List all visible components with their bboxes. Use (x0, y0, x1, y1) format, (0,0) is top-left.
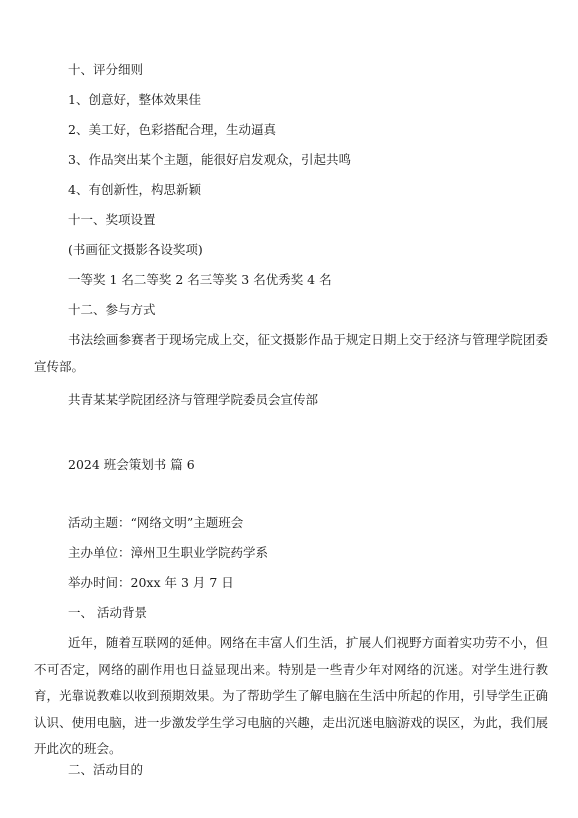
scoring-item-1: 1、创意好，整体效果佳 (68, 92, 201, 107)
section-heading-background: 一、 活动背景 (68, 605, 147, 620)
organizer-signature: 共青某某学院团经济与管理学院委员会宣传部 (68, 392, 319, 407)
scoring-item-2: 2、美工好，色彩搭配合理，生动逼真 (68, 122, 276, 137)
section-heading-purpose: 二、活动目的 (68, 762, 144, 777)
activity-theme: 活动主题：“网络文明”主题班会 (68, 515, 244, 530)
section-heading-scoring: 十、评分细则 (68, 62, 144, 77)
awards-list: 一等奖 1 名二等奖 2 名三等奖 3 名优秀奖 4 名 (68, 272, 332, 287)
scoring-item-4: 4、有创新性，构思新颖 (68, 182, 201, 197)
plan-title: 2024 班会策划书 篇 6 (68, 457, 195, 472)
section-heading-participation: 十二、参与方式 (68, 302, 156, 317)
participation-paragraph: 书法绘画参赛者于现场完成上交，征文摄影作品于规定日期上交于经济与管理学院团委宣传部。 (34, 332, 548, 374)
background-paragraph: 近年，随着互联网的延伸。网络在丰富人们生活，扩展人们视野方面着实功劳不小，但不可否定，网络的副作用也日益显现出来。特别是一些青少年对网络的沉迷。对学生进行教育，光靠说教难以收到预期效果。为了帮助学生了解电脑在生活中所起的作用，引导学生正确认识、使用电脑，进一步激发学生学习电脑的兴趣，走出沉迷电脑游戏的误区，为此，我们展开此次的班会。 (34, 635, 548, 757)
scoring-item-3: 3、作品突出某个主题，能很好启发观众，引起共鸣 (68, 152, 351, 167)
section-heading-awards: 十一、奖项设置 (68, 212, 156, 227)
event-date: 举办时间：20xx 年 3 月 7 日 (68, 575, 234, 590)
host-unit: 主办单位：漳州卫生职业学院药学系 (68, 545, 269, 560)
awards-note: (书画征文摄影各设奖项) (68, 242, 203, 257)
